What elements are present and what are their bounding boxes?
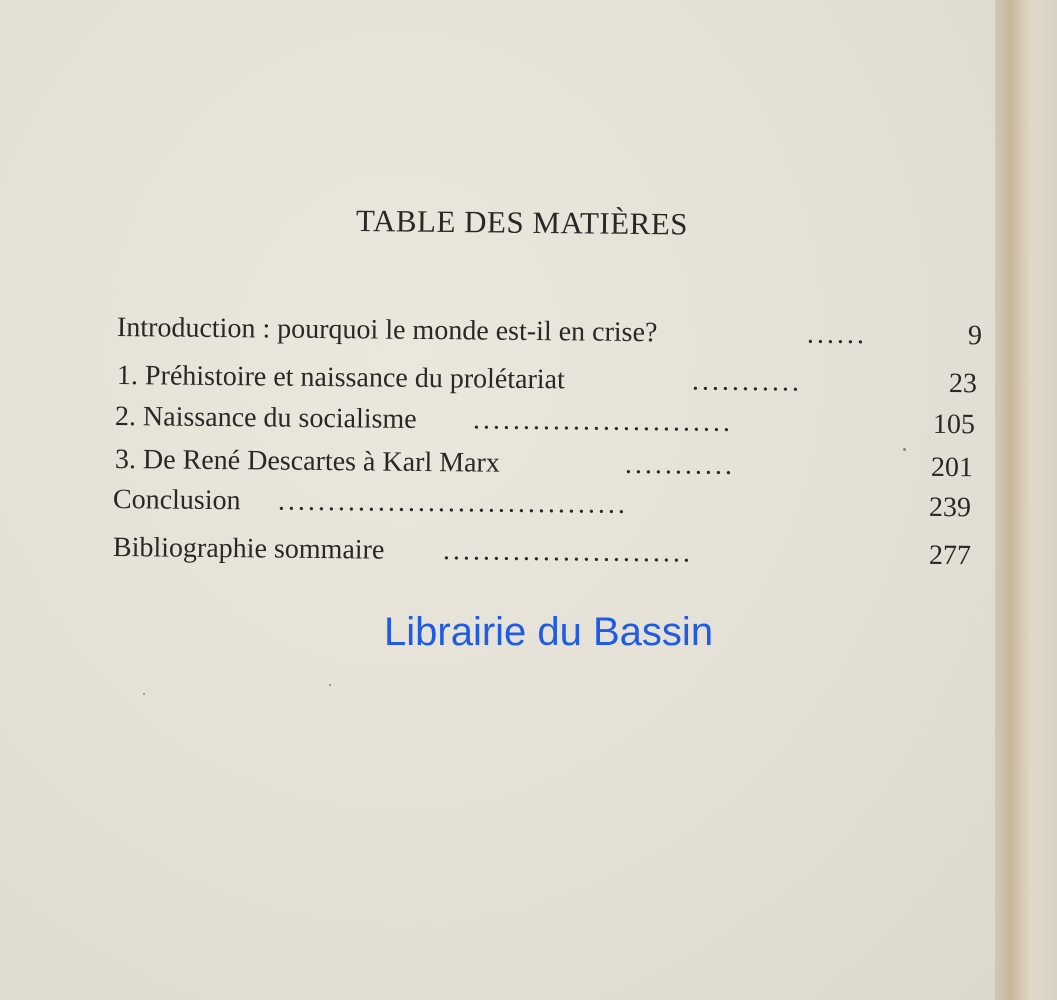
toc-entry	[117, 356, 977, 404]
ink-speck	[329, 684, 331, 686]
toc-entry-page: 201	[930, 451, 974, 484]
toc-entry	[113, 480, 971, 528]
ink-speck	[903, 448, 906, 451]
toc-entry-label: 1. Préhistoire et naissance du prolétariat	[116, 360, 565, 396]
toc-entry-leader: .........................	[442, 535, 694, 569]
toc-entry-leader: ......	[806, 318, 868, 351]
toc-entry-leader: ...........	[691, 365, 803, 398]
toc-entry-page: 277	[928, 539, 972, 572]
toc-entry-label: Bibliographie sommaire	[112, 532, 385, 566]
toc-entry-page: 105	[932, 408, 976, 441]
toc-entry-label: 3. De René Descartes à Karl Marx	[114, 444, 500, 479]
toc-entry	[115, 397, 975, 445]
toc-entry-label: Introduction : pourquoi le monde est-il en crise?	[116, 312, 658, 349]
toc-entry	[117, 308, 982, 356]
ink-speck	[143, 693, 145, 695]
toc-entry	[113, 528, 971, 576]
toc-entry-leader: ...........	[624, 448, 736, 481]
toc-entry-page: 239	[928, 491, 972, 524]
page-title: TABLE DES MATIÈRES	[355, 203, 689, 242]
toc-entry-leader: ...................................	[277, 485, 629, 520]
page-edge	[995, 0, 1057, 1000]
toc-entry-label: 2. Naissance du socialisme	[114, 401, 417, 435]
toc-entry-page: 23	[948, 367, 978, 400]
watermark-text: Librairie du Bassin	[384, 610, 714, 654]
toc-entry-label: Conclusion	[112, 484, 241, 517]
toc-entry-leader: ..........................	[472, 404, 734, 438]
toc-entry-page: 9	[967, 320, 983, 352]
